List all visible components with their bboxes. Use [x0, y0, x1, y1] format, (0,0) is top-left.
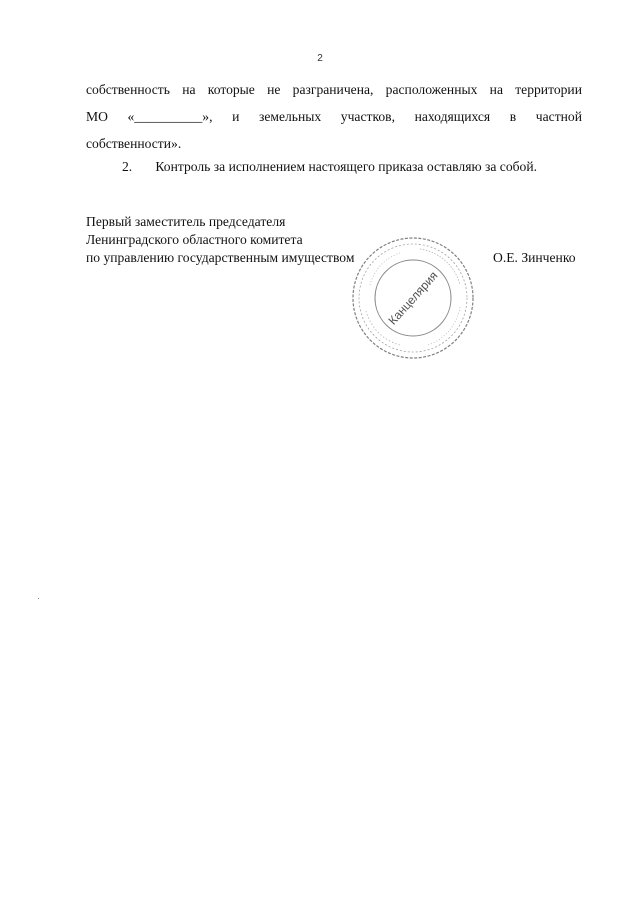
- body-line-2: МО «__________», и земельных участков, находящихся в частной: [86, 109, 582, 124]
- stamp-center-text: Канцелярия: [385, 268, 441, 328]
- list-item-2: [122, 153, 537, 180]
- signature-title-line-3: по управлению государственным имуществом: [86, 250, 355, 265]
- list-item-text: Контроль за исполнением настоящего приказа оставляю за собой.: [155, 159, 538, 174]
- stamp-graphic: [350, 235, 476, 361]
- signature-title: [86, 213, 354, 267]
- signature-title-line-1: Первый заместитель председателя: [86, 214, 286, 229]
- page-number: 2: [317, 53, 323, 64]
- scan-speck: [38, 598, 39, 599]
- body-line-3: собственности».: [86, 136, 182, 151]
- list-item-number: 2.: [122, 159, 133, 174]
- body-line-1: собственность на которые не разграничена, расположенных на территории: [86, 82, 582, 97]
- signature-title-line-2: Ленинградского областного комитета: [86, 232, 303, 247]
- signer-name: О.Е. Зинченко: [493, 250, 576, 265]
- official-stamp: [350, 235, 476, 361]
